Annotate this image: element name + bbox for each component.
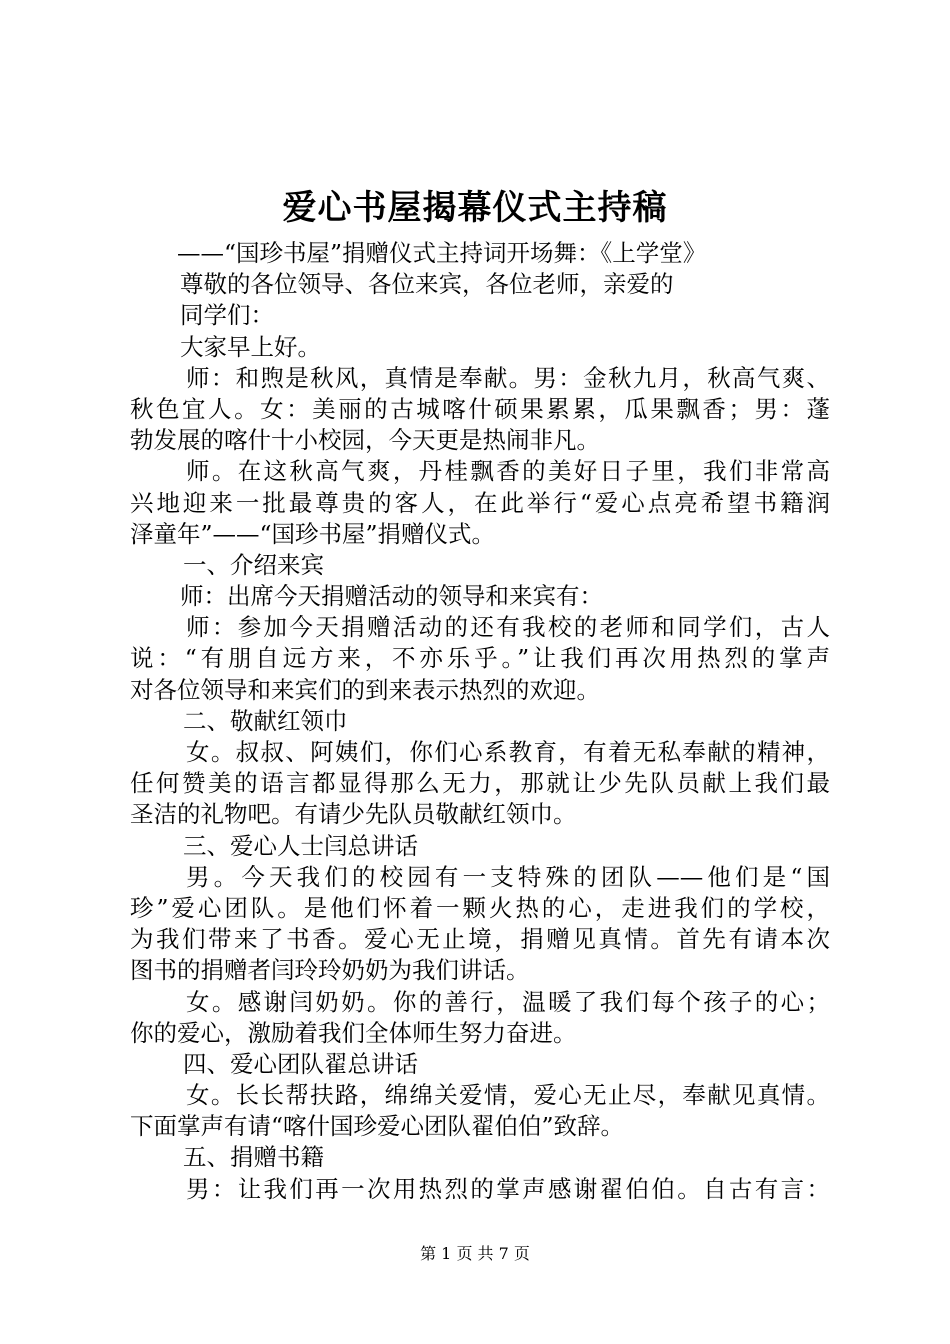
text-line: 任何赞美的语言都显得那么无力，那就让少先队员献上我们最	[130, 769, 830, 798]
text-line: 泽童年”——“国珍书屋”捐赠仪式。	[130, 519, 496, 548]
page-footer: 第 1 页 共 7 页	[420, 1244, 530, 1263]
text-line: 勃发展的喀什十小校园，今天更是热闹非凡。	[130, 426, 600, 455]
text-line: 下面掌声有请“喀什国珍爱心团队翟伯伯”致辞。	[130, 1112, 625, 1141]
text-line: 尊敬的各位领导、各位来宾，各位老师，亲爱的	[180, 270, 674, 299]
text-line: 师：出席今天捐赠活动的领导和来宾有：	[180, 582, 603, 611]
subtitle-line: ——“国珍书屋”捐赠仪式主持词开场舞：《上学堂》	[177, 239, 707, 267]
text-line: 女。叔叔、阿姨们，你们心系教育，有着无私奉献的精神，	[186, 738, 830, 766]
text-line: 女。长长帮扶路，绵绵关爱情，爱心无止尽，奉献见真情。	[186, 1081, 830, 1110]
text-line: 珍”爱心团队。是他们怀着一颗火热的心，走进我们的学校，	[130, 893, 830, 922]
document-title: 爱心书屋揭幕仪式主持稿	[282, 188, 668, 228]
text-line: 师。在这秋高气爽，丹桂飘香的美好日子里，我们非常高	[186, 457, 830, 486]
section-heading: 一、介绍来宾	[183, 550, 324, 579]
text-line: 师：参加今天捐赠活动的还有我校的老师和同学们，古人	[186, 613, 830, 642]
text-line: 秋色宜人。女：美丽的古城喀什硕果累累，瓜果飘香；男：蓬	[130, 394, 830, 423]
text-line: 你的爱心，激励着我们全体师生努力奋进。	[130, 1018, 577, 1047]
section-heading: 三、爱心人士闫总讲话	[183, 831, 418, 860]
section-heading: 四、爱心团队翟总讲话	[183, 1049, 418, 1078]
text-line: 图书的捐赠者闫玲玲奶奶为我们讲话。	[130, 956, 530, 985]
text-line: 圣洁的礼物吧。有请少先队员敬献红领巾。	[130, 800, 577, 829]
text-line: 为我们带来了书香。爱心无止境，捐赠见真情。首先有请本次	[130, 925, 830, 954]
text-line: 对各位领导和来宾们的到来表示热烈的欢迎。	[130, 675, 600, 704]
text-line: 同学们：	[180, 301, 274, 330]
section-heading: 五、捐赠书籍	[183, 1143, 324, 1172]
text-line: 说：“有朋自远方来，不亦乐乎。”让我们再次用热烈的掌声	[130, 644, 830, 673]
text-line: 大家早上好。	[180, 332, 321, 361]
text-line: 女。感谢闫奶奶。你的善行，温暖了我们每个孩子的心；	[186, 987, 830, 1016]
text-line: 男。今天我们的校园有一支特殊的团队——他们是“国	[186, 862, 830, 891]
text-line: 兴地迎来一批最尊贵的客人，在此举行“爱心点亮希望书籍润	[130, 488, 830, 517]
text-line: 师：和煦是秋风，真情是奉献。男：金秋九月，秋高气爽、	[186, 363, 830, 392]
section-heading: 二、敬献红领巾	[183, 706, 348, 735]
text-line: 男：让我们再一次用热烈的掌声感谢翟伯伯。自古有言：	[186, 1174, 830, 1203]
document-body	[130, 238, 830, 1205]
